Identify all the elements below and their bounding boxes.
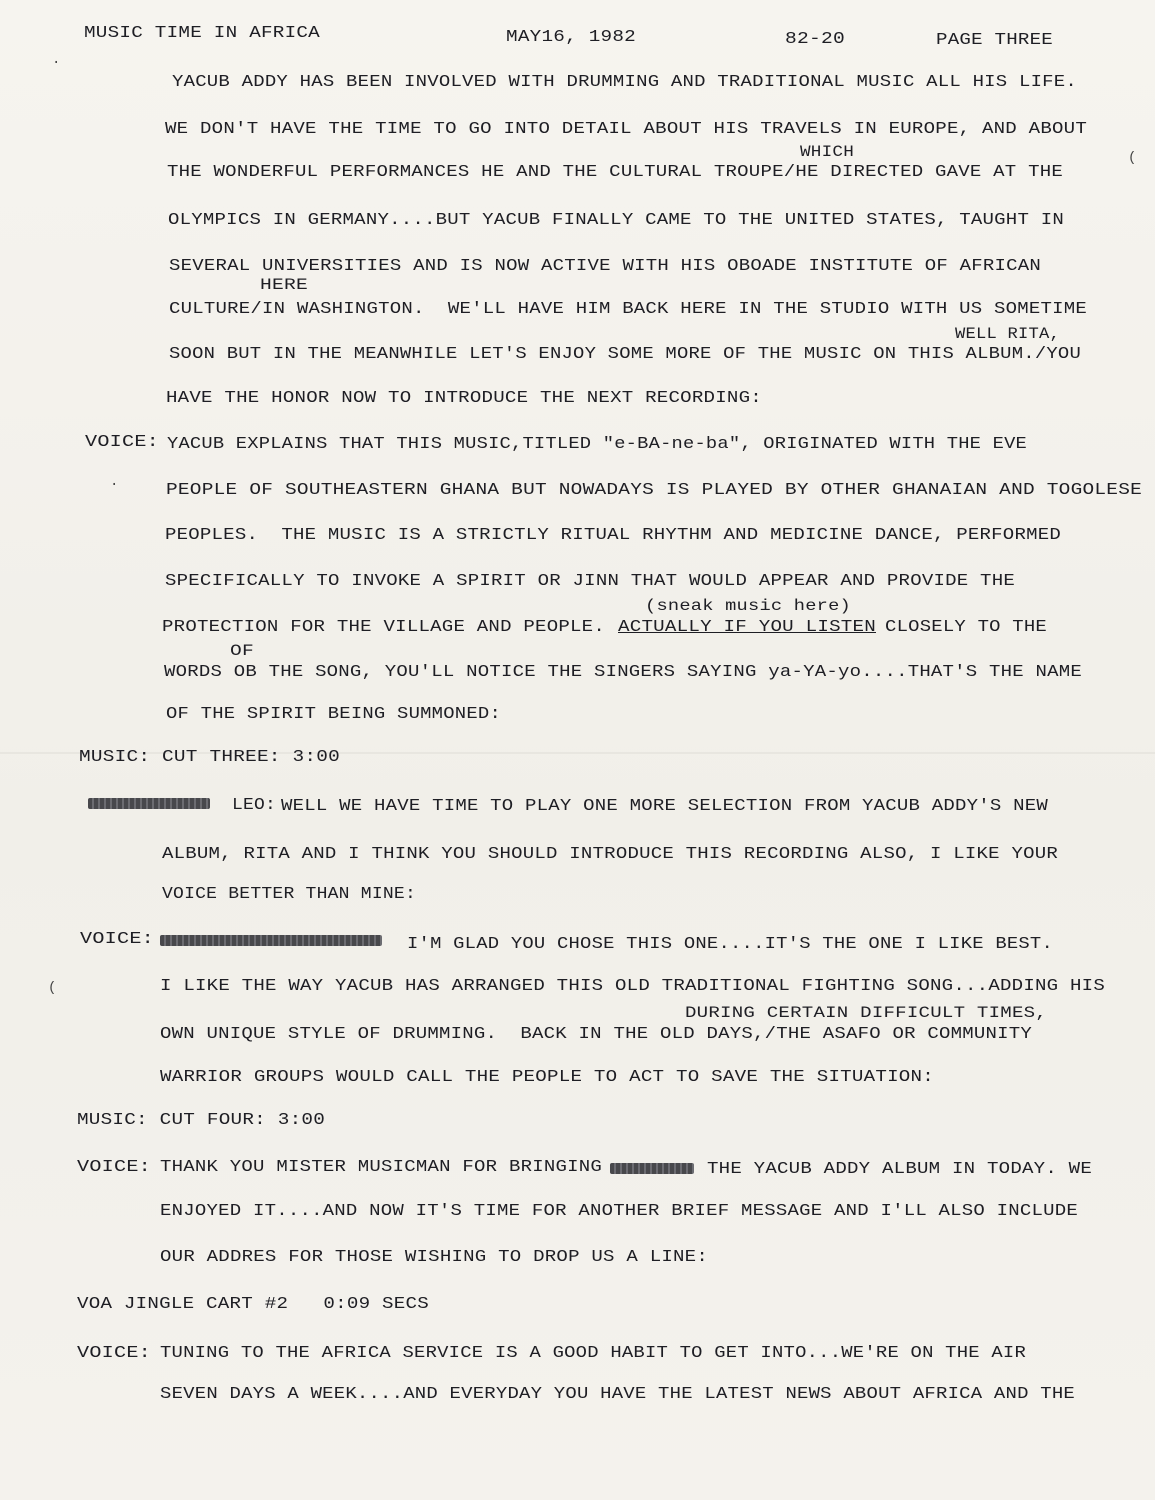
body-line: THE YACUB ADDY ALBUM IN TODAY. WE xyxy=(707,1160,1092,1179)
header-page: PAGE THREE xyxy=(936,31,1053,50)
handwritten-insert: OF xyxy=(230,642,254,660)
jingle-cue: VOA JINGLE CART #2 0:09 SECS xyxy=(77,1295,429,1314)
body-line: OLYMPICS IN GERMANY....BUT YACUB FINALLY CAME TO THE UNITED STATES, TAUGHT IN xyxy=(168,211,1064,230)
body-line: OWN UNIQUE STYLE OF DRUMMING. BACK IN THE OLD DAYS,/THE ASAFO OR COMMUNITY xyxy=(160,1025,1032,1044)
body-line: WORDS OB THE SONG, YOU'LL NOTICE THE SINGERS SAYING ya-YA-yo....THAT'S THE NAME xyxy=(164,663,1082,682)
speaker-label: VOICE: xyxy=(85,433,159,452)
body-line: YACUB ADDY HAS BEEN INVOLVED WITH DRUMMING AND TRADITIONAL MUSIC ALL HIS LIFE. xyxy=(172,73,1077,92)
speaker-label: LEO: xyxy=(232,796,276,815)
body-line: VOICE BETTER THAN MINE: xyxy=(162,885,416,904)
handwritten-insert: HERE xyxy=(260,276,308,294)
handwritten-insert: WELL RITA, xyxy=(955,325,1060,343)
handwritten-insert: (sneak music here) xyxy=(645,597,851,615)
redaction-mark xyxy=(160,935,382,946)
body-line: PROTECTION FOR THE VILLAGE AND PEOPLE. xyxy=(162,618,605,637)
handwritten-insert: WHICH xyxy=(800,143,854,161)
margin-mark: · xyxy=(110,477,119,493)
margin-mark: ( xyxy=(48,980,57,996)
body-line: SOON BUT IN THE MEANWHILE LET'S ENJOY SOME MORE OF THE MUSIC ON THIS ALBUM./YOU xyxy=(169,345,1081,364)
body-line: OUR ADDRES FOR THOSE WISHING TO DROP US A LINE: xyxy=(160,1248,708,1267)
body-line: PEOPLES. THE MUSIC IS A STRICTLY RITUAL RHYTHM AND MEDICINE DANCE, PERFORMED xyxy=(165,526,1061,545)
handwritten-insert: DURING CERTAIN DIFFICULT TIMES, xyxy=(685,1004,1047,1022)
music-cue: MUSIC: CUT THREE: 3:00 xyxy=(79,748,340,767)
body-line: SEVEN DAYS A WEEK....AND EVERYDAY YOU HAVE THE LATEST NEWS ABOUT AFRICA AND THE xyxy=(160,1385,1075,1404)
body-line: SEVERAL UNIVERSITIES AND IS NOW ACTIVE WITH HIS OBOADE INSTITUTE OF AFRICAN xyxy=(169,257,1041,276)
speaker-label: VOICE: xyxy=(77,1344,151,1363)
body-line: HAVE THE HONOR NOW TO INTRODUCE THE NEXT RECORDING: xyxy=(166,389,762,408)
body-line: TUNING TO THE AFRICA SERVICE IS A GOOD HABIT TO GET INTO...WE'RE ON THE AIR xyxy=(160,1344,1026,1363)
body-line: PEOPLE OF SOUTHEASTERN GHANA BUT NOWADAYS IS PLAYED BY OTHER GHANAIAN AND TOGOLESE xyxy=(166,481,1142,500)
music-cue: MUSIC: CUT FOUR: 3:00 xyxy=(77,1111,325,1130)
body-line: SPECIFICALLY TO INVOKE A SPIRIT OR JINN THAT WOULD APPEAR AND PROVIDE THE xyxy=(165,572,1015,591)
body-line: YACUB EXPLAINS THAT THIS MUSIC,TITLED "e-BA-ne-ba", ORIGINATED WITH THE EVE xyxy=(167,435,1027,454)
speaker-label: VOICE: xyxy=(77,1158,151,1177)
header-date: MAY16, 1982 xyxy=(506,28,636,47)
body-line-underlined: ACTUALLY IF YOU LISTEN xyxy=(618,618,876,637)
header-code: 82-20 xyxy=(785,30,845,49)
margin-mark: ( xyxy=(1128,150,1137,166)
body-line: CLOSELY TO THE xyxy=(885,618,1047,637)
body-line: THANK YOU MISTER MUSICMAN FOR BRINGING xyxy=(160,1158,602,1177)
body-line: WARRIOR GROUPS WOULD CALL THE PEOPLE TO ACT TO SAVE THE SITUATION: xyxy=(160,1068,934,1087)
body-line: THE WONDERFUL PERFORMANCES HE AND THE CULTURAL TROUPE/HE DIRECTED GAVE AT THE xyxy=(167,163,1063,182)
margin-mark: · xyxy=(52,55,61,71)
body-line: CULTURE/IN WASHINGTON. WE'LL HAVE HIM BACK HERE IN THE STUDIO WITH US SOMETIME xyxy=(169,300,1087,319)
body-line: OF THE SPIRIT BEING SUMMONED: xyxy=(166,705,501,724)
redaction-mark xyxy=(610,1163,694,1174)
redaction-mark xyxy=(88,798,210,809)
body-line: WELL WE HAVE TIME TO PLAY ONE MORE SELECTION FROM YACUB ADDY'S NEW xyxy=(281,797,1048,816)
body-line: ENJOYED IT....AND NOW IT'S TIME FOR ANOTHER BRIEF MESSAGE AND I'LL ALSO INCLUDE xyxy=(160,1202,1078,1221)
body-line: ALBUM, RITA AND I THINK YOU SHOULD INTRODUCE THIS RECORDING ALSO, I LIKE YOUR xyxy=(162,845,1058,864)
header-program: MUSIC TIME IN AFRICA xyxy=(84,24,320,43)
speaker-label: VOICE: xyxy=(80,930,154,949)
body-line: I'M GLAD YOU CHOSE THIS ONE....IT'S THE ONE I LIKE BEST. xyxy=(407,935,1053,954)
body-line: I LIKE THE WAY YACUB HAS ARRANGED THIS OLD TRADITIONAL FIGHTING SONG...ADDING HIS xyxy=(160,977,1105,996)
body-line: WE DON'T HAVE THE TIME TO GO INTO DETAIL ABOUT HIS TRAVELS IN EUROPE, AND ABOUT xyxy=(165,120,1087,139)
